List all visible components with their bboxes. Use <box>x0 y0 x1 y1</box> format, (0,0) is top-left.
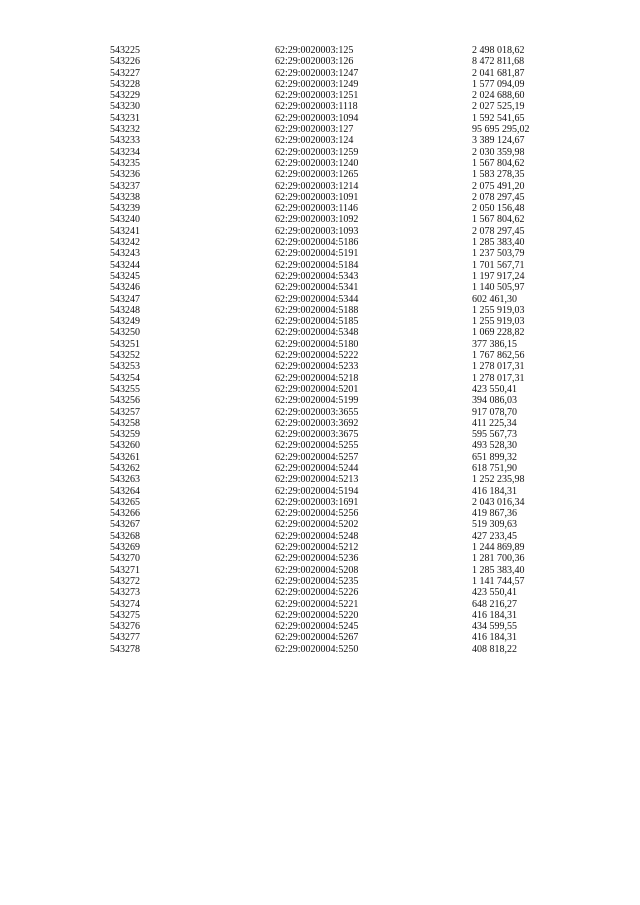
row-id-cell: 543233 <box>110 135 140 147</box>
value-cell: 618 751,90 <box>472 462 517 474</box>
row-id-cell: 543252 <box>110 350 140 362</box>
value-cell: 1 701 567,71 <box>472 259 525 271</box>
row-id-cell: 543260 <box>110 440 140 452</box>
value-cell: 2 078 297,45 <box>472 191 525 203</box>
cadastral-number-cell: 62:29:0020004:5236 <box>275 553 359 565</box>
table-row <box>110 407 570 418</box>
value-cell: 1 278 017,31 <box>472 372 525 384</box>
cadastral-number-cell: 62:29:0020003:1146 <box>275 203 358 215</box>
row-id-cell: 543242 <box>110 237 140 249</box>
value-cell: 2 030 359,98 <box>472 146 525 158</box>
value-cell: 1 255 919,03 <box>472 304 525 316</box>
table-row <box>110 124 570 135</box>
row-id-cell: 543244 <box>110 259 140 271</box>
cadastral-number-cell: 62:29:0020004:5267 <box>275 632 359 644</box>
value-cell: 1 592 541,65 <box>472 112 525 124</box>
value-cell: 2 027 525,19 <box>472 101 525 113</box>
value-cell: 1 278 017,31 <box>472 361 525 373</box>
row-id-cell: 543228 <box>110 78 140 90</box>
cadastral-number-cell: 62:29:0020004:5343 <box>275 270 359 282</box>
table-row <box>110 531 570 542</box>
cadastral-number-cell: 62:29:0020004:5194 <box>275 485 359 497</box>
table-row <box>110 395 570 406</box>
value-cell: 2 078 297,45 <box>472 225 525 237</box>
cadastral-number-cell: 62:29:0020004:5222 <box>275 350 359 362</box>
cadastral-number-cell: 62:29:0020004:5180 <box>275 338 359 350</box>
table-row <box>110 610 570 621</box>
value-cell: 1 069 228,82 <box>472 327 525 339</box>
cadastral-number-cell: 62:29:0020003:3692 <box>275 417 359 429</box>
value-cell: 519 309,63 <box>472 519 517 531</box>
value-cell: 1 141 744,57 <box>472 575 525 587</box>
row-id-cell: 543247 <box>110 293 140 305</box>
table-row <box>110 497 570 508</box>
cadastral-number-cell: 62:29:0020004:5256 <box>275 508 359 520</box>
cadastral-number-cell: 62:29:0020003:1691 <box>275 496 359 508</box>
value-cell: 1 567 804,62 <box>472 157 525 169</box>
row-id-cell: 543277 <box>110 632 140 644</box>
cadastral-number-cell: 62:29:0020003:1214 <box>275 180 359 192</box>
value-cell: 2 050 156,48 <box>472 203 525 215</box>
cadastral-number-cell: 62:29:0020003:127 <box>275 124 354 136</box>
row-id-cell: 543248 <box>110 304 140 316</box>
cadastral-number-cell: 62:29:0020003:125 <box>275 45 354 56</box>
row-id-cell: 543262 <box>110 462 140 474</box>
row-id-cell: 543258 <box>110 417 140 429</box>
cadastral-number-cell: 62:29:0020003:124 <box>275 135 354 147</box>
value-cell: 416 184,31 <box>472 609 517 621</box>
value-cell: 1 255 919,03 <box>472 316 525 328</box>
table-row <box>110 361 570 372</box>
table-row <box>110 542 570 553</box>
row-id-cell: 543226 <box>110 56 140 68</box>
cadastral-number-cell: 62:29:0020004:5185 <box>275 316 359 328</box>
row-id-cell: 543261 <box>110 451 140 463</box>
cadastral-number-cell: 62:29:0020003:1092 <box>275 214 359 226</box>
value-cell: 917 078,70 <box>472 406 517 418</box>
cadastral-number-cell: 62:29:0020004:5186 <box>275 237 359 249</box>
row-id-cell: 543254 <box>110 372 140 384</box>
cadastral-number-cell: 62:29:0020004:5348 <box>275 327 359 339</box>
value-cell: 1 244 869,89 <box>472 542 525 554</box>
table-row <box>110 632 570 643</box>
value-cell: 416 184,31 <box>472 485 517 497</box>
value-cell: 3 389 124,67 <box>472 135 525 147</box>
table-row <box>110 113 570 124</box>
row-id-cell: 543245 <box>110 270 140 282</box>
row-id-cell: 543232 <box>110 124 140 136</box>
table-row <box>110 350 570 361</box>
table-row <box>110 440 570 451</box>
row-id-cell: 543266 <box>110 508 140 520</box>
value-cell: 595 567,73 <box>472 429 517 441</box>
table-row <box>110 203 570 214</box>
row-id-cell: 543256 <box>110 395 140 407</box>
row-id-cell: 543241 <box>110 225 140 237</box>
value-cell: 423 550,41 <box>472 383 517 395</box>
row-id-cell: 543236 <box>110 169 140 181</box>
cadastral-number-cell: 62:29:0020004:5191 <box>275 248 359 260</box>
table-row <box>110 429 570 440</box>
table-row <box>110 169 570 180</box>
table-row <box>110 418 570 429</box>
table-row <box>110 237 570 248</box>
row-id-cell: 543263 <box>110 474 140 486</box>
table-row <box>110 621 570 632</box>
cadastral-number-cell: 62:29:0020003:1247 <box>275 67 359 79</box>
row-id-cell: 543270 <box>110 553 140 565</box>
table-row <box>110 68 570 79</box>
table-row <box>110 339 570 350</box>
table-row <box>110 101 570 112</box>
table-row <box>110 553 570 564</box>
row-id-cell: 543234 <box>110 146 140 158</box>
table-row <box>110 181 570 192</box>
value-cell: 434 599,55 <box>472 621 517 633</box>
cadastral-number-cell: 62:29:0020003:1094 <box>275 112 359 124</box>
row-id-cell: 543237 <box>110 180 140 192</box>
cadastral-number-cell: 62:29:0020004:5248 <box>275 530 359 542</box>
row-id-cell: 543259 <box>110 429 140 441</box>
value-cell: 2 024 688,60 <box>472 90 525 102</box>
cadastral-number-cell: 62:29:0020003:1259 <box>275 146 359 158</box>
cadastral-number-cell: 62:29:0020004:5201 <box>275 383 359 395</box>
row-id-cell: 543243 <box>110 248 140 260</box>
value-cell: 1 583 278,35 <box>472 169 525 181</box>
cadastral-number-cell: 62:29:0020004:5235 <box>275 575 359 587</box>
cadastral-number-cell: 62:29:0020004:5188 <box>275 304 359 316</box>
value-cell: 1 767 862,56 <box>472 350 525 362</box>
cadastral-number-cell: 62:29:0020004:5341 <box>275 282 359 294</box>
cadastral-number-cell: 62:29:0020003:126 <box>275 56 354 68</box>
row-id-cell: 543264 <box>110 485 140 497</box>
value-cell: 2 043 016,34 <box>472 496 525 508</box>
row-id-cell: 543271 <box>110 564 140 576</box>
table-row <box>110 576 570 587</box>
row-id-cell: 543275 <box>110 609 140 621</box>
table-row <box>110 463 570 474</box>
table-row <box>110 260 570 271</box>
cadastral-number-cell: 62:29:0020004:5212 <box>275 542 359 554</box>
value-cell: 2 498 018,62 <box>472 45 525 56</box>
table-row <box>110 282 570 293</box>
cadastral-number-cell: 62:29:0020004:5202 <box>275 519 359 531</box>
table-row <box>110 474 570 485</box>
cadastral-number-cell: 62:29:0020004:5255 <box>275 440 359 452</box>
row-id-cell: 543269 <box>110 542 140 554</box>
value-cell: 1 577 094,09 <box>472 78 525 90</box>
cadastral-number-cell: 62:29:0020004:5220 <box>275 609 359 621</box>
value-cell: 423 550,41 <box>472 587 517 599</box>
cadastral-number-cell: 62:29:0020003:1265 <box>275 169 359 181</box>
table-row <box>110 486 570 497</box>
value-cell: 1 140 505,97 <box>472 282 525 294</box>
cadastral-number-cell: 62:29:0020003:1249 <box>275 78 359 90</box>
cadastral-number-cell: 62:29:0020004:5208 <box>275 564 359 576</box>
table-row <box>110 373 570 384</box>
cadastral-number-cell: 62:29:0020003:1240 <box>275 157 359 169</box>
table-row <box>110 90 570 101</box>
table-row <box>110 327 570 338</box>
row-id-cell: 543272 <box>110 575 140 587</box>
table-row <box>110 226 570 237</box>
cadastral-number-cell: 62:29:0020004:5199 <box>275 395 359 407</box>
row-id-cell: 543239 <box>110 203 140 215</box>
row-id-cell: 543225 <box>110 45 140 56</box>
cadastral-number-cell: 62:29:0020004:5218 <box>275 372 359 384</box>
value-cell: 1 237 503,79 <box>472 248 525 260</box>
row-id-cell: 543267 <box>110 519 140 531</box>
table-row <box>110 519 570 530</box>
row-id-cell: 543274 <box>110 598 140 610</box>
value-cell: 394 086,03 <box>472 395 517 407</box>
cadastral-number-cell: 62:29:0020003:1093 <box>275 225 359 237</box>
table-row <box>110 565 570 576</box>
row-id-cell: 543249 <box>110 316 140 328</box>
row-id-cell: 543235 <box>110 157 140 169</box>
value-cell: 8 472 811,68 <box>472 56 525 68</box>
cadastral-number-cell: 62:29:0020004:5213 <box>275 474 359 486</box>
table-row <box>110 45 570 56</box>
value-cell: 1 281 700,36 <box>472 553 525 565</box>
cadastral-number-cell: 62:29:0020004:5184 <box>275 259 359 271</box>
cadastral-number-cell: 62:29:0020004:5221 <box>275 598 359 610</box>
row-id-cell: 543240 <box>110 214 140 226</box>
value-cell: 648 216,27 <box>472 598 517 610</box>
cadastral-number-cell: 62:29:0020004:5244 <box>275 462 359 474</box>
cadastral-number-cell: 62:29:0020004:5226 <box>275 587 359 599</box>
value-cell: 2 075 491,20 <box>472 180 525 192</box>
cadastral-number-cell: 62:29:0020003:1251 <box>275 90 359 102</box>
value-cell: 1 197 917,24 <box>472 270 525 282</box>
row-id-cell: 543273 <box>110 587 140 599</box>
row-id-cell: 543278 <box>110 643 140 655</box>
value-cell: 1 285 383,40 <box>472 564 525 576</box>
value-cell: 1 567 804,62 <box>472 214 525 226</box>
row-id-cell: 543246 <box>110 282 140 294</box>
table-row <box>110 452 570 463</box>
row-id-cell: 543257 <box>110 406 140 418</box>
row-id-cell: 543250 <box>110 327 140 339</box>
value-cell: 1 252 235,98 <box>472 474 525 486</box>
row-id-cell: 543230 <box>110 101 140 113</box>
row-id-cell: 543251 <box>110 338 140 350</box>
row-id-cell: 543229 <box>110 90 140 102</box>
value-cell: 411 225,34 <box>472 417 517 429</box>
table-row <box>110 56 570 67</box>
cadastral-number-cell: 62:29:0020003:1118 <box>275 101 358 113</box>
value-cell: 377 386,15 <box>472 338 517 350</box>
table-row <box>110 79 570 90</box>
row-id-cell: 543253 <box>110 361 140 373</box>
table-row <box>110 644 570 655</box>
table-row <box>110 587 570 598</box>
value-cell: 2 041 681,87 <box>472 67 525 79</box>
table-row <box>110 192 570 203</box>
value-cell: 416 184,31 <box>472 632 517 644</box>
table-row <box>110 305 570 316</box>
table-row <box>110 271 570 282</box>
table-row <box>110 214 570 225</box>
table-row <box>110 599 570 610</box>
row-id-cell: 543265 <box>110 496 140 508</box>
table-row <box>110 158 570 169</box>
row-id-cell: 543276 <box>110 621 140 633</box>
table-row <box>110 135 570 146</box>
value-cell: 95 695 295,02 <box>472 124 530 136</box>
data-table <box>110 45 570 655</box>
value-cell: 427 233,45 <box>472 530 517 542</box>
cadastral-number-cell: 62:29:0020003:1091 <box>275 191 359 203</box>
cadastral-number-cell: 62:29:0020004:5233 <box>275 361 359 373</box>
cadastral-number-cell: 62:29:0020004:5250 <box>275 643 359 655</box>
cadastral-number-cell: 62:29:0020003:3675 <box>275 429 359 441</box>
row-id-cell: 543231 <box>110 112 140 124</box>
value-cell: 602 461,30 <box>472 293 517 305</box>
row-id-cell: 543268 <box>110 530 140 542</box>
cadastral-number-cell: 62:29:0020003:3655 <box>275 406 359 418</box>
table-row <box>110 384 570 395</box>
table-row <box>110 147 570 158</box>
table-row <box>110 508 570 519</box>
value-cell: 651 899,32 <box>472 451 517 463</box>
cadastral-number-cell: 62:29:0020004:5257 <box>275 451 359 463</box>
value-cell: 419 867,36 <box>472 508 517 520</box>
row-id-cell: 543255 <box>110 383 140 395</box>
value-cell: 408 818,22 <box>472 643 517 655</box>
table-row <box>110 248 570 259</box>
row-id-cell: 543227 <box>110 67 140 79</box>
cadastral-number-cell: 62:29:0020004:5245 <box>275 621 359 633</box>
table-row <box>110 294 570 305</box>
value-cell: 493 528,30 <box>472 440 517 452</box>
cadastral-number-cell: 62:29:0020004:5344 <box>275 293 359 305</box>
row-id-cell: 543238 <box>110 191 140 203</box>
value-cell: 1 285 383,40 <box>472 237 525 249</box>
table-row <box>110 316 570 327</box>
